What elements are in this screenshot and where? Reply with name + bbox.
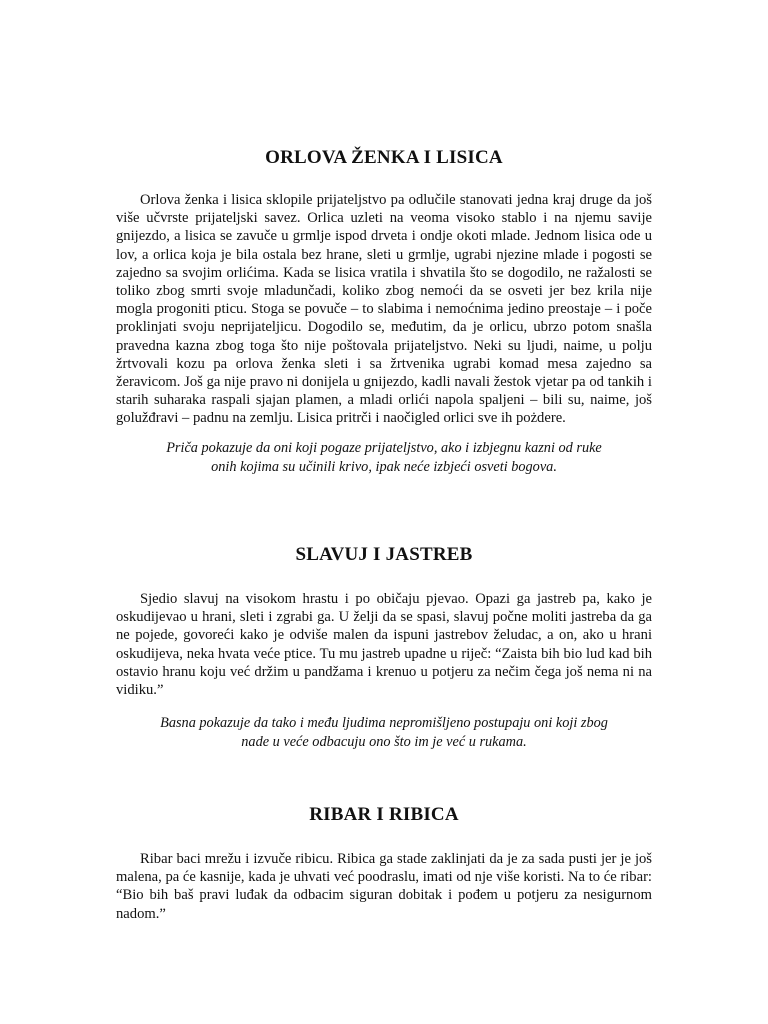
story-title: SLAVUJ I JASTREB (295, 544, 473, 565)
story-ribar-i-ribica (116, 804, 652, 923)
story-title: ORLOVA ŽENKA I LISICA (265, 147, 503, 168)
story-body: Ribar baci mrežu i izvuče ribicu. Ribica ga stade zaklinjati da je za sada pusti jer je još malena, pa će kasnije, kada je uhvati već poodraslu, imati od nje više koristi. Na to će ribar: “Bio bih baš pravi luđak da odbacim siguran dobitak i pođem u potjeru za nesigurnom nadom.” (116, 851, 652, 922)
story-moral: Priča pokazuje da oni koji pogaze prijateljstvo, ako i izbjegnu kazni od ruke onih kojima su učinili krivo, ipak neće izbjeći osveti bogova. (166, 439, 602, 475)
story-body: Sjedio slavuj na visokom hrastu i po običaju pjevao. Opazi ga jastreb pa, kako je oskudijevao u hrani, sleti i zgrabi ga. U želji da se spasi, slavuj počne moliti jastreba da ga ne pojede, govoreći kako je odviše malen da ispuni jastrebov želudac, a on, ako u hrani oskudijeva, neka hvata veće ptice. Tu mu jastreb upadne u riječ: “Zaista bih bio lud kad bih ostavio hranu koju već držim u pandžama i krenuo u potjeru za nečim čega još nema ni na vidiku.” (116, 591, 652, 699)
story-body: Orlova ženka i lisica sklopile prijateljstvo pa odlučile stanovati jedna kraj druge da još više učvrste prijateljski savez. Orlica uzleti na veoma visoko stablo i na njemu savije gnijezdo, a lisica se zavuče u grmlje ispod drveta i ondje okoti mlade. Jednom lisica ode u lov, a orlica koja je bila ostala bez hrane, sleti u grmlje, ugrabi njezine mlade i pogosti se zajedno sa svojim orlićima. Kada se lisica vratila i shvatila što se dogodilo, ne ražalosti se toliko zbog smrti svoje mladunčadi, koliko zbog nemoći da se osveti jer bez krila nije mogla progoniti pticu. Stoga se povuče – to slabima i nemoćnima jedino preostaje – i poče proklinjati svoju neprijateljicu. Dogodilo se, međutim, da je orlicu, ubrzo potom snašla pravedna kazna zbog toga što nije poštovala prijateljstvo. Neki su ljudi, naime, u polju žrtvovali kozu pa orlova ženka sleti i sa žrtvenika ugrabi komad mesa zajedno sa žeravicom. Još ga nije pravo ni donijela u gnijezdo, kadli navali žestok vjetar pa od tankih i starih suharaka raspali sjajan plamen, a mladi orlići napola spaljeni – bili su, naime, još golužđravi – padnu na zemlju. Lisica pritrči i naočigled orlici sve ih pożdere. (116, 192, 652, 427)
story-orlova-zenka-i-lisica (116, 147, 652, 477)
story-title: RIBAR I RIBICA (309, 804, 459, 825)
story-moral: Basna pokazuje da tako i među ljudima nepromišljeno postupaju oni koji zbog nade u veće odbacuju ono što im je već u rukama. (160, 715, 608, 751)
story-slavuj-i-jastreb (116, 544, 652, 752)
